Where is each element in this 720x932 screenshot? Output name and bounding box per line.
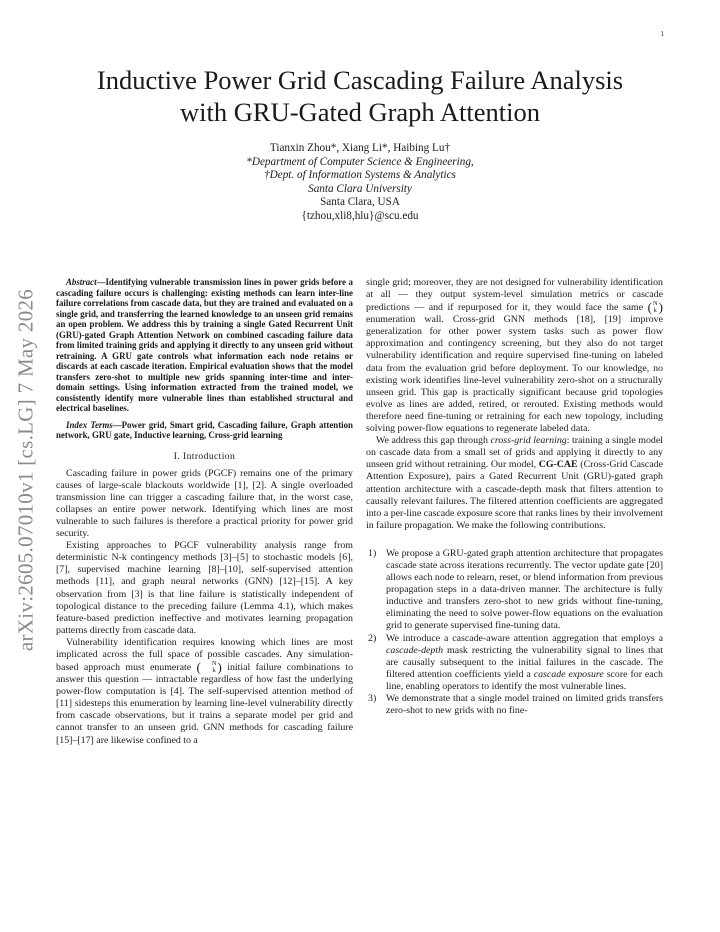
arxiv-id-text: arXiv:2605.07010v1 [cs.LG] 7 May 2026 [13, 288, 38, 652]
author-names: Tianxin Zhou*, Xiang Li*, Haibing Lu† [269, 142, 451, 154]
index-terms-text: —Power grid, Smart grid, Cascading failure, Graph attention network, GRU gate, Inductive learning, Cross-grid learning [56, 419, 353, 440]
page-number: 1 [660, 30, 664, 38]
contribution-item-1: 1) We propose a GRU-gated graph attention architecture that propagates cascade state across iterations recurrently. The vector update gate [20] allows each node to relearn, reset, or blend information from previous propagation steps in a data-driven manner. The architecture is fully inductive and transfers zero-shot to new grids without fine-tuning, eliminating the need to solve power-flow equations on the evaluation grid to generate supervised fine-tuning data. [368, 547, 663, 632]
intro-paragraph-3: Vulnerability identification requires knowing which lines are most implicated across the full space of possible cascades. Any simulation-based approach must enumerate ( N k ) initial failure combinations to answer this question — intractable regardless of how fast the underlying power-flow computation is [4]. The self-supervised attention method of [11] sidesteps this enumeration by learning line-level vulnerability directly from cascade observations, but it trains a separate model per grid and cannot transfer to an unseen grid. GNN methods for cascading failure [15]–[17] are likewise confined to a [56, 636, 354, 746]
right-paragraph-1: single grid; moreover, they are not designed for vulnerability identification at all — they output system-level simulation metrics or cascade predictions — and if repurposed for it, they would face the same ( N k ) enumeration wall. Cross-grid GNN methods [18], [19] improve generalization for other power system tasks such as power flow approximation and contingency screening, but they also do not target vulnerability identification and require supervised fine-tuning on labeled data from the evaluation grid before deployment. To our knowledge, no existing work identifies line-level vulnerability zero-shot on a structurally unseen grid. This gap is practically significant because grid topologies evolve as lines are added, retired, or rerouted. Existing methods would therefore need fine-tuning or retraining for each new topology, including solving power-flow equations to regenerate labeled data. [366, 277, 663, 435]
title-block [60, 64, 660, 224]
right-paragraph-2: We address this gap through cross-grid learning: training a single model on cascade data from a small set of grids and applying it directly to any unseen grid without retraining. Our model, CG-CAE (Cross-Grid Cascade Attention Exposure), pairs a Gated Recurrent Unit (GRU)-gated graph attention architecture with a cascade-depth mask that filters attention to causally relevant failures. The filtered attention coefficients are aggregated into a per-line cascade exposure score that ranks lines by their involvement in failure propagation. We make the following contributions. [366, 435, 663, 531]
intro-paragraph-2: Existing approaches to PGCF vulnerability analysis range from deterministic N-k contingency methods [3]–[5] to stochastic models [6], [7], supervised machine learning [8]–[10], self-supervised attention methods [11], and graph neural networks (GNN) [12]–[15]. A key observation from [3] is that line failure is statistically independent of topological distance to the preceding failure (Lemma 4.1), which makes feature-based prediction ineffective and motivates learning propagation patterns directly from cascade data. [56, 540, 353, 636]
affiliation-3: Santa Clara University [308, 182, 412, 195]
abstract-lead: Abstract [66, 277, 97, 287]
title-line-1: Inductive Power Grid Cascading Failure Analysis [96, 65, 624, 95]
author-email: {tzhou,xli8,hlu}@scu.edu [301, 209, 419, 222]
index-terms-lead: Index Terms [66, 419, 113, 430]
right-column [366, 277, 663, 717]
intro-paragraph-1: Cascading failure in power grids (PGCF) remains one of the primary causes of large-scale blackouts worldwide [1], [2]. A single overloaded transmission line can trigger a cascading failure that, in the worst case, collapses an entire power network. Identifying which lines are most vulnerable to such failures is therefore a practical priority for power grid security. [56, 467, 353, 540]
intro-paragraph-3-a: Vulnerability identification requires knowing which lines are most implicated across the full space of possible cascades. Any simulation-based approach must enumerate [56, 636, 353, 673]
binomial-n-k: N k [211, 660, 217, 674]
paper-title [60, 64, 660, 128]
abstract-text: —Identifying vulnerable transmission lines in power grids before a cascading failure occurs is challenging: existing methods can learn inter-line failure correlations from cascade data, but they are trained and evaluated on a single grid, and transferring the learned knowledge to an unseen grid remains an open problem. We address this by training a single Gated Recurrent Unit (GRU)-gated Graph Attention Network on combined cascading failure data from limited training grids and applying it directly to any unseen grid without retraining. A GRU gate controls what information each node retains or discards at each cascade iteration. Empirical evaluation shows that the model transfers zero-shot to multiple new grids spanning inter-time and inter-domain settings. Using information extracted from the trained model, we consistently identify more vulnerable lines than established structural and electrical baselines. [56, 277, 353, 413]
index-terms [56, 420, 353, 441]
binomial-n-k-2: N k [652, 300, 658, 314]
affiliation-2: †Dept. of Information Systems & Analytics [264, 169, 456, 182]
affiliation-4: Santa Clara, USA [320, 196, 400, 209]
title-line-2: with GRU-Gated Graph Attention [180, 97, 540, 127]
contribution-item-3: 3) We demonstrate that a single model trained on limited grids transfers zero-shot to new grids with no fine- [368, 693, 663, 717]
affiliation-1: *Department of Computer Science & Engineering, [246, 155, 474, 168]
abstract [56, 277, 353, 414]
contribution-list [366, 548, 663, 717]
author-block [60, 142, 660, 224]
section-heading: I. Introduction [173, 450, 236, 462]
contribution-item-2: 2) We introduce a cascade-aware attention aggregation that employs a cascade-depth mask restricting the vulnerability signal to lines that are causally subsequent to the initial failures in the cascade. The filtered attention coefficients yield a cascade exposure score for each line, enabling operators to identify the most vulnerable lines. [368, 632, 663, 692]
intro-paragraph-3-b: initial failure combinations to answer this question — intractable regardless of how fast the underlying power-flow computation is [4]. The self-supervised attention method of [11] sidesteps this enumeration by learning line-level vulnerability directly from cascade observations, but it trains a separate model per grid and cannot transfer to an unseen grid. GNN methods for cascading failure [15]–[17] are likewise confined to a [56, 661, 354, 746]
left-column [56, 277, 353, 747]
arxiv-watermark [6, 260, 46, 680]
